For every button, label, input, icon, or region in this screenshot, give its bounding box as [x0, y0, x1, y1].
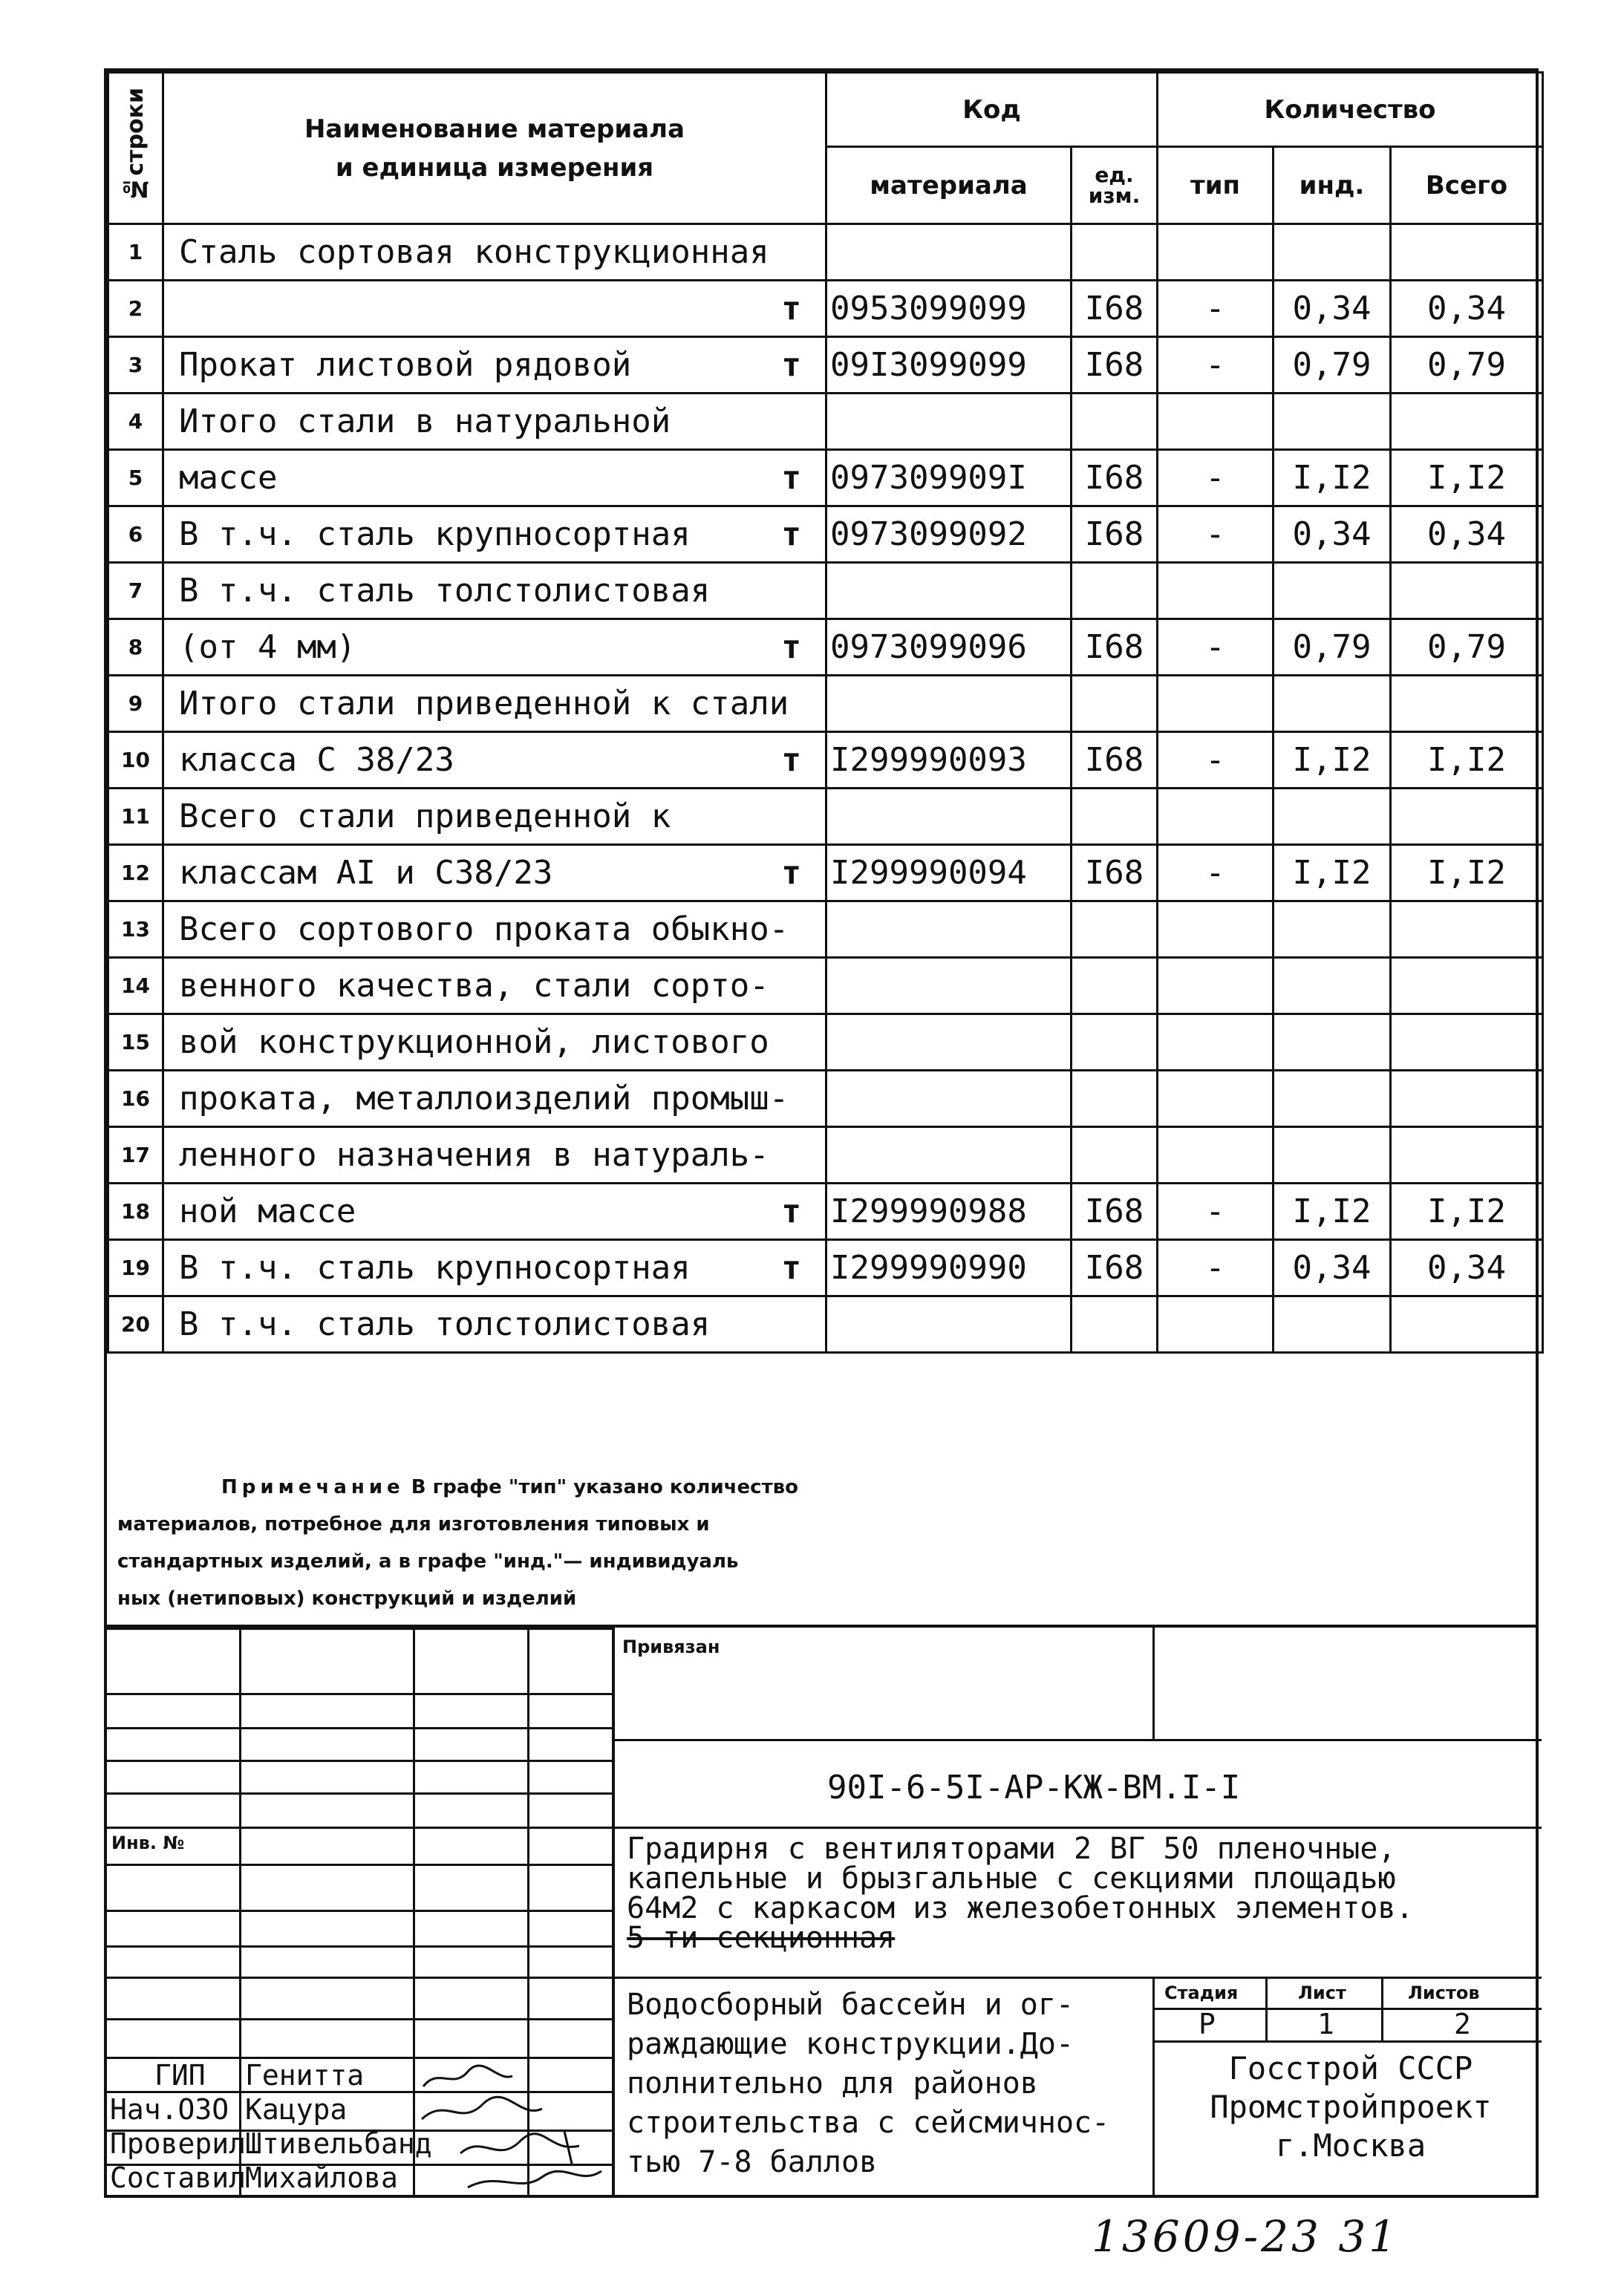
type-quantity: -: [1158, 732, 1274, 789]
table-row: [108, 676, 1543, 732]
material-code: [826, 1296, 1072, 1353]
total-quantity: [1391, 901, 1543, 958]
unit-code: [1072, 394, 1158, 450]
total-quantity: [1391, 1014, 1543, 1071]
ind-quantity: 0,34: [1274, 281, 1391, 337]
material-code: I299990990: [826, 1240, 1072, 1296]
type-quantity: -: [1158, 1184, 1274, 1240]
table-row: [108, 1127, 1543, 1184]
material-code: 0973099096: [826, 619, 1072, 676]
row-number: 7: [108, 563, 163, 619]
type-quantity: [1158, 394, 1274, 450]
ind-quantity: [1274, 394, 1391, 450]
table-row: [108, 394, 1543, 450]
material-code: [826, 563, 1072, 619]
material-name: [163, 281, 826, 337]
material-name: В т.ч. сталь крупносортная т: [163, 1240, 826, 1296]
type-quantity: -: [1158, 845, 1274, 901]
unit-code: [1072, 1014, 1158, 1071]
material-code: [826, 676, 1072, 732]
materials-table: [107, 71, 1544, 1354]
material-name: Сталь сортовая конструкционная: [163, 224, 826, 281]
row-number: 18: [108, 1184, 163, 1240]
total-quantity: I,I2: [1391, 732, 1543, 789]
type-quantity: -: [1158, 619, 1274, 676]
privyazan-label: Привязан: [622, 1636, 720, 1657]
material-name: проката, металлоизделий промыш-: [163, 1071, 826, 1127]
ind-quantity: [1274, 1127, 1391, 1184]
row-number: 5: [108, 450, 163, 506]
material-name: ленного назначения в натураль-: [163, 1127, 826, 1184]
unit-code: [1072, 1127, 1158, 1184]
type-quantity: -: [1158, 337, 1274, 394]
row-number: 10: [108, 732, 163, 789]
row-number: 6: [108, 506, 163, 563]
unit-code: [1072, 958, 1158, 1014]
ind-quantity: [1274, 563, 1391, 619]
table-row: [108, 1240, 1543, 1296]
row-number: 11: [108, 789, 163, 845]
total-quantity: [1391, 394, 1543, 450]
material-name: В т.ч. сталь крупносортная т: [163, 506, 826, 563]
material-name: В т.ч. сталь толстолистовая: [163, 563, 826, 619]
ind-quantity: 0,34: [1274, 506, 1391, 563]
table-row: [108, 1296, 1543, 1353]
ind-quantity: I,I2: [1274, 1184, 1391, 1240]
table-row: [108, 1071, 1543, 1127]
material-code: 097309909I: [826, 450, 1072, 506]
ind-quantity: [1274, 789, 1391, 845]
type-quantity: [1158, 789, 1274, 845]
material-code: [826, 1071, 1072, 1127]
type-quantity: -: [1158, 506, 1274, 563]
unit-code: I68: [1072, 450, 1158, 506]
material-name: ной массе т: [163, 1184, 826, 1240]
total-quantity: 0,79: [1391, 337, 1543, 394]
unit-code: I68: [1072, 1240, 1158, 1296]
material-name: В т.ч. сталь толстолистовая: [163, 1296, 826, 1353]
total-quantity: 0,34: [1391, 1240, 1543, 1296]
unit-code: I68: [1072, 845, 1158, 901]
table-row: [108, 224, 1543, 281]
total-quantity: 0,34: [1391, 281, 1543, 337]
sheet-title: Водосборный бассейн и ог- раждающие конструкции.До- полнительно для районов строительства с сейсмичнос- тью 7-8 баллов: [627, 1988, 1110, 2179]
unit-code: [1072, 789, 1158, 845]
total-quantity: I,I2: [1391, 1184, 1543, 1240]
total-quantity: I,I2: [1391, 450, 1543, 506]
table-row: [108, 1184, 1543, 1240]
unit-of-measure: т: [781, 459, 801, 497]
ind-quantity: [1274, 1296, 1391, 1353]
type-header: тип: [1158, 147, 1274, 224]
unit-of-measure: т: [781, 1249, 801, 1287]
unit-of-measure: т: [781, 628, 801, 666]
stage-value: Р: [1199, 2008, 1216, 2040]
title-block: [107, 1625, 1536, 2199]
row-number: 4: [108, 394, 163, 450]
total-quantity: [1391, 1296, 1543, 1353]
total-quantity: [1391, 224, 1543, 281]
row-number: 1: [108, 224, 163, 281]
table-row: [108, 1014, 1543, 1071]
material-name: Всего сортового проката обыкно-: [163, 901, 826, 958]
material-name: Прокат листовой рядовой т: [163, 337, 826, 394]
document-code: 90I-6-5I-АР-КЖ-ВМ.I-I: [827, 1769, 1241, 1807]
material-name: массе т: [163, 450, 826, 506]
row-number: 2: [108, 281, 163, 337]
unit-of-measure: т: [781, 346, 801, 384]
type-quantity: [1158, 958, 1274, 1014]
material-code: [826, 958, 1072, 1014]
inventory-number-label: Инв. №: [111, 1833, 185, 1853]
row-number: 13: [108, 901, 163, 958]
row-number: 9: [108, 676, 163, 732]
unit-code: [1072, 563, 1158, 619]
table-row: [108, 789, 1543, 845]
material-name: класса С 38/23 т: [163, 732, 826, 789]
archive-number: 13609-23 31: [1092, 2211, 1400, 2262]
material-code: [826, 1014, 1072, 1071]
type-quantity: [1158, 1296, 1274, 1353]
material-code: I299990093: [826, 732, 1072, 789]
table-row: [108, 619, 1543, 676]
code-header: Код: [826, 73, 1158, 147]
total-quantity: 0,79: [1391, 619, 1543, 676]
table-row: [108, 450, 1543, 506]
type-quantity: -: [1158, 281, 1274, 337]
ind-quantity: 0,34: [1274, 1240, 1391, 1296]
row-number: 14: [108, 958, 163, 1014]
row-number: 16: [108, 1071, 163, 1127]
drawing-sheet: [104, 68, 1539, 2198]
unit-code: [1072, 1296, 1158, 1353]
type-quantity: -: [1158, 1240, 1274, 1296]
table-note: Примечание В графе "тип" указано количество материалов, потребное для изготовления типовых и стандартных изделий, а в графе "инд."— индивидуаль ных (нетиповых) конструкций и изделий: [117, 1476, 798, 1610]
stage-header: Стадия: [1164, 1983, 1239, 2003]
unit-of-measure: т: [781, 515, 801, 553]
total-quantity: [1391, 1071, 1543, 1127]
material-code: [826, 394, 1072, 450]
type-quantity: [1158, 563, 1274, 619]
table-row: [108, 732, 1543, 789]
unit-code: [1072, 1071, 1158, 1127]
table-row: [108, 563, 1543, 619]
total-quantity: [1391, 563, 1543, 619]
unit-of-measure: т: [781, 854, 801, 892]
ind-quantity: 0,79: [1274, 619, 1391, 676]
total-quantity: [1391, 958, 1543, 1014]
row-number: 15: [108, 1014, 163, 1071]
unit-code: I68: [1072, 732, 1158, 789]
row-number: 20: [108, 1296, 163, 1353]
ind-quantity: I,I2: [1274, 732, 1391, 789]
quantity-header: Количество: [1158, 73, 1543, 147]
material-code: I299990988: [826, 1184, 1072, 1240]
ind-quantity: [1274, 901, 1391, 958]
material-code: 0953099099: [826, 281, 1072, 337]
material-name: вой конструкционной, листового: [163, 1014, 826, 1071]
table-row: [108, 506, 1543, 563]
type-quantity: -: [1158, 450, 1274, 506]
total-header: Всего: [1391, 147, 1543, 224]
sheets-header: Листов: [1408, 1983, 1480, 2003]
unit-code: I68: [1072, 506, 1158, 563]
total-quantity: [1391, 1127, 1543, 1184]
ind-quantity: [1274, 1071, 1391, 1127]
material-code: [826, 901, 1072, 958]
unit-code: I68: [1072, 337, 1158, 394]
material-code: [826, 1127, 1072, 1184]
ind-quantity: [1274, 676, 1391, 732]
material-code: [826, 224, 1072, 281]
material-name: Итого стали приведенной к стали: [163, 676, 826, 732]
signatures-names: Генитта Кацура Штивельбанд Михайлова: [245, 2059, 432, 2194]
row-number: 19: [108, 1240, 163, 1296]
type-quantity: [1158, 1071, 1274, 1127]
row-number: 12: [108, 845, 163, 901]
unit-code: [1072, 224, 1158, 281]
row-number: 8: [108, 619, 163, 676]
total-quantity: 0,34: [1391, 506, 1543, 563]
name-header: Наименование материала и единица измерения: [163, 73, 826, 224]
material-name: Итого стали в натуральной: [163, 394, 826, 450]
sheet-value: 1: [1317, 2008, 1334, 2040]
total-quantity: I,I2: [1391, 845, 1543, 901]
material-code: 09I3099099: [826, 337, 1072, 394]
unit-of-measure: т: [781, 741, 801, 779]
ind-header: инд.: [1274, 147, 1391, 224]
unit-of-measure: т: [781, 1192, 801, 1230]
ind-quantity: [1274, 1014, 1391, 1071]
material-name: классам AI и С38/23 т: [163, 845, 826, 901]
row-number: 17: [108, 1127, 163, 1184]
material-name: (от 4 мм) т: [163, 619, 826, 676]
ind-quantity: [1274, 224, 1391, 281]
table-row: [108, 958, 1543, 1014]
unit-code: [1072, 676, 1158, 732]
ind-quantity: 0,79: [1274, 337, 1391, 394]
row-number-header: №строки: [108, 73, 163, 224]
unit-code: I68: [1072, 619, 1158, 676]
type-quantity: [1158, 1127, 1274, 1184]
table-row: [108, 845, 1543, 901]
signatures-roles: ГИП Нач.ОЗО Проверил Составил: [110, 2059, 247, 2194]
table-row: [108, 901, 1543, 958]
project-title: Градирня с вентиляторами 2 ВГ 50 пленочные, капельные и брызгальные с секциями площадью 64м2 с каркасом из железобетонных элементов. 5 ти секционная: [627, 1832, 1414, 1955]
ind-quantity: [1274, 958, 1391, 1014]
type-quantity: [1158, 676, 1274, 732]
material-code: 0973099092: [826, 506, 1072, 563]
unit-code-header: ед. изм.: [1072, 147, 1158, 224]
ind-quantity: I,I2: [1274, 450, 1391, 506]
sheets-value: 2: [1454, 2008, 1471, 2040]
type-quantity: [1158, 1014, 1274, 1071]
unit-of-measure: т: [781, 290, 801, 327]
table-row: [108, 281, 1543, 337]
ind-quantity: I,I2: [1274, 845, 1391, 901]
row-number: 3: [108, 337, 163, 394]
material-code-header: материала: [826, 147, 1072, 224]
unit-code: [1072, 901, 1158, 958]
sheet-header: Лист: [1298, 1983, 1346, 2003]
total-quantity: [1391, 676, 1543, 732]
material-name: Всего стали приведенной к: [163, 789, 826, 845]
unit-code: I68: [1072, 281, 1158, 337]
unit-code: I68: [1072, 1184, 1158, 1240]
type-quantity: [1158, 901, 1274, 958]
material-code: [826, 789, 1072, 845]
total-quantity: [1391, 789, 1543, 845]
material-code: I299990094: [826, 845, 1072, 901]
organization: Госстрой СССР Промстройпроект г.Москва: [1210, 2050, 1492, 2164]
table-row: [108, 337, 1543, 394]
handwritten-signatures: [416, 2060, 612, 2196]
material-name: венного качества, стали сорто-: [163, 958, 826, 1014]
type-quantity: [1158, 224, 1274, 281]
